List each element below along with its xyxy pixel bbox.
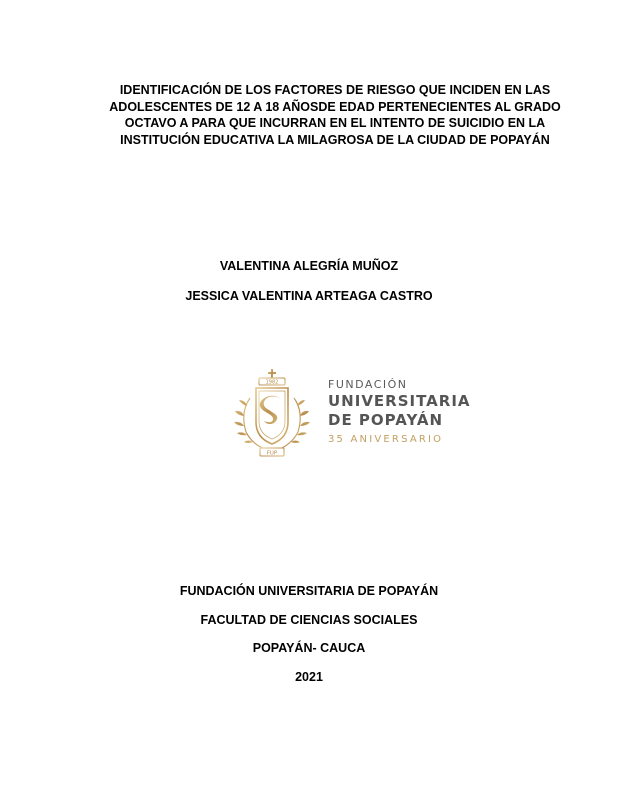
document-title — [95, 82, 575, 148]
title-line-2: ADOLESCENTES DE 12 A 18 AÑOSDE EDAD PERTENECIENTES AL GRADO — [109, 99, 561, 114]
city-name: POPAYÁN- CAUCA — [252, 641, 366, 655]
title-line-4: INSTITUCIÓN EDUCATIVA LA MILAGROSA DE LA CIUDAD DE POPAYÁN — [120, 132, 550, 147]
institution-name: FUNDACIÓN UNIVERSITARIA DE POPAYÁN — [179, 584, 439, 598]
document-year: 2021 — [295, 670, 323, 684]
svg-text:1982: 1982 — [265, 379, 279, 386]
logo-line-universitaria: UNIVERSITARIA — [328, 392, 471, 410]
title-line-1: IDENTIFICACIÓN DE LOS FACTORES DE RIESGO QUE INCIDEN EN LAS — [119, 83, 551, 97]
university-logo — [232, 368, 471, 463]
author-1: VALENTINA ALEGRÍA MUÑOZ — [219, 259, 399, 273]
title-line-3: OCTAVO A PARA QUE INCURRAN EN EL INTENTO DE SUICIDIO EN LA — [124, 116, 546, 130]
university-seal-icon — [232, 368, 312, 463]
faculty-name: FACULTAD DE CIENCIAS SOCIALES — [200, 613, 418, 627]
logo-wordmark — [328, 378, 471, 448]
logo-line-fundacion: FUNDACIÓN — [328, 378, 408, 391]
logo-line-de-popayan: DE POPAYÁN — [328, 411, 444, 429]
author-2: JESSICA VALENTINA ARTEAGA CASTRO — [185, 289, 433, 303]
logo-line-aniversario: 35 ANIVERSARIO — [328, 434, 444, 445]
svg-text:FUP: FUP — [266, 450, 278, 457]
